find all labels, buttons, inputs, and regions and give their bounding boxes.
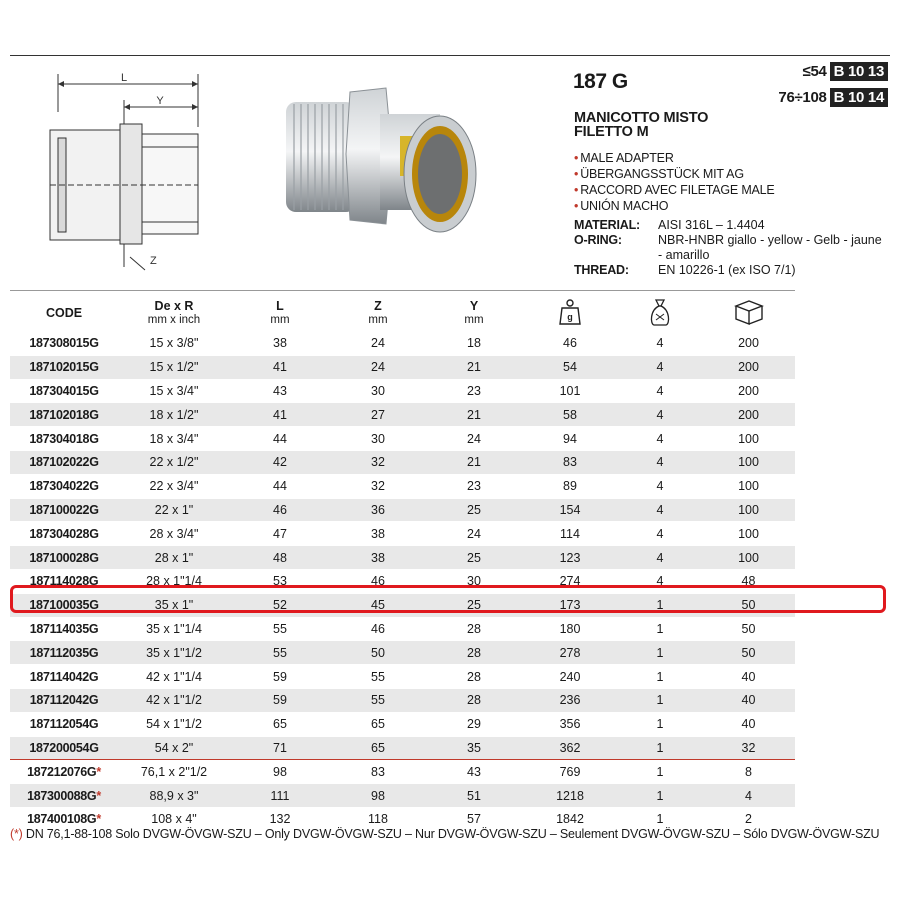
cell-box: 100 bbox=[702, 450, 795, 474]
translations-list bbox=[574, 150, 775, 214]
cell-box: 200 bbox=[702, 332, 795, 355]
cell-g: 173 bbox=[522, 593, 618, 617]
cell-code bbox=[10, 522, 118, 546]
box-icon bbox=[734, 299, 764, 325]
cell-l: 55 bbox=[230, 641, 330, 665]
cell-size: 18 x 3/4" bbox=[118, 427, 230, 451]
cell-y: 30 bbox=[426, 569, 522, 593]
code-text: 187112042G bbox=[29, 693, 99, 708]
footnote-star: * bbox=[96, 788, 101, 803]
cell-g: 94 bbox=[522, 427, 618, 451]
cell-code bbox=[10, 736, 118, 760]
cell-y: 23 bbox=[426, 474, 522, 498]
cell-z: 46 bbox=[330, 617, 426, 641]
cell-size: 42 x 1"1/2 bbox=[118, 688, 230, 712]
cell-z: 50 bbox=[330, 641, 426, 665]
cell-g: 154 bbox=[522, 498, 618, 522]
cell-y: 29 bbox=[426, 712, 522, 736]
specifications bbox=[574, 218, 888, 278]
code-text: 187112054G bbox=[29, 717, 99, 732]
table-row bbox=[10, 450, 795, 474]
cell-l: 55 bbox=[230, 617, 330, 641]
cell-y: 57 bbox=[426, 807, 522, 831]
cell-g: 46 bbox=[522, 332, 618, 355]
spec-value: AISI 316L – 1.4404 bbox=[658, 218, 765, 232]
product-photo bbox=[268, 74, 478, 254]
cell-z: 32 bbox=[330, 450, 426, 474]
cell-bag: 1 bbox=[618, 641, 702, 665]
cell-size: 54 x 1"1/2 bbox=[118, 712, 230, 736]
cell-y: 25 bbox=[426, 498, 522, 522]
cell-code bbox=[10, 427, 118, 451]
cell-l: 44 bbox=[230, 474, 330, 498]
code-text: 187102015G bbox=[29, 360, 99, 375]
cell-bag: 4 bbox=[618, 379, 702, 403]
cell-size: 28 x 3/4" bbox=[118, 522, 230, 546]
cell-z: 55 bbox=[330, 688, 426, 712]
cell-bag: 4 bbox=[618, 546, 702, 570]
cell-l: 48 bbox=[230, 546, 330, 570]
translation-fr: • RACCORD AVEC FILETAGE MALE bbox=[574, 182, 775, 198]
code-text: 187114028G bbox=[29, 574, 99, 589]
cell-y: 28 bbox=[426, 688, 522, 712]
cell-size: 22 x 1/2" bbox=[118, 450, 230, 474]
cell-box: 32 bbox=[702, 736, 795, 760]
cell-l: 52 bbox=[230, 593, 330, 617]
cell-l: 42 bbox=[230, 450, 330, 474]
cell-box: 40 bbox=[702, 712, 795, 736]
cell-bag: 4 bbox=[618, 522, 702, 546]
weight-g-icon bbox=[559, 299, 581, 325]
cell-code bbox=[10, 688, 118, 712]
cell-z: 45 bbox=[330, 593, 426, 617]
table-row bbox=[10, 403, 795, 427]
col-l-label: L bbox=[276, 298, 284, 313]
spec-label: THREAD: bbox=[574, 263, 629, 277]
cell-g: 1842 bbox=[522, 807, 618, 831]
cell-g: 362 bbox=[522, 736, 618, 760]
cell-g: 180 bbox=[522, 617, 618, 641]
cell-bag: 1 bbox=[618, 807, 702, 831]
cell-g: 274 bbox=[522, 569, 618, 593]
standard-range: ≤54 bbox=[802, 63, 827, 80]
label-Z: Z bbox=[150, 255, 157, 267]
cell-z: 24 bbox=[330, 355, 426, 379]
cell-size: 28 x 1"1/4 bbox=[118, 569, 230, 593]
cell-code bbox=[10, 474, 118, 498]
table-row bbox=[10, 784, 795, 808]
cell-z: 30 bbox=[330, 427, 426, 451]
product-table bbox=[10, 294, 795, 832]
cell-z: 55 bbox=[330, 665, 426, 689]
cell-z: 27 bbox=[330, 403, 426, 427]
table-row bbox=[10, 665, 795, 689]
table-row bbox=[10, 522, 795, 546]
col-y-unit: mm bbox=[464, 313, 484, 326]
cell-bag: 1 bbox=[618, 712, 702, 736]
cell-code bbox=[10, 784, 118, 808]
cell-box: 100 bbox=[702, 522, 795, 546]
cell-box: 100 bbox=[702, 474, 795, 498]
code-text: 187300088G bbox=[27, 788, 97, 803]
cell-l: 53 bbox=[230, 569, 330, 593]
footnote-star: * bbox=[96, 812, 101, 827]
code-text: 187102022G bbox=[29, 455, 99, 470]
cell-g: 769 bbox=[522, 760, 618, 784]
code-text: 187212076G bbox=[27, 764, 97, 779]
cell-y: 35 bbox=[426, 736, 522, 760]
cell-bag: 1 bbox=[618, 760, 702, 784]
table-row bbox=[10, 474, 795, 498]
cell-y: 24 bbox=[426, 427, 522, 451]
cell-z: 32 bbox=[330, 474, 426, 498]
cell-bag: 4 bbox=[618, 355, 702, 379]
cell-bag: 4 bbox=[618, 474, 702, 498]
footnote-marker: (*) bbox=[10, 827, 23, 841]
cell-g: 356 bbox=[522, 712, 618, 736]
cell-g: 101 bbox=[522, 379, 618, 403]
cell-y: 51 bbox=[426, 784, 522, 808]
cell-l: 111 bbox=[230, 784, 330, 808]
cell-box: 48 bbox=[702, 569, 795, 593]
cell-size: 15 x 3/8" bbox=[118, 332, 230, 355]
spec-label: MATERIAL: bbox=[574, 218, 641, 232]
spec-value: EN 10226-1 (ex ISO 7/1) bbox=[658, 263, 796, 277]
cell-l: 98 bbox=[230, 760, 330, 784]
standard-badge-1 bbox=[803, 62, 888, 81]
cell-box: 100 bbox=[702, 498, 795, 522]
cell-l: 71 bbox=[230, 736, 330, 760]
standard-range: 76÷108 bbox=[778, 89, 827, 106]
col-bag bbox=[618, 294, 702, 332]
cell-z: 30 bbox=[330, 379, 426, 403]
cell-g: 54 bbox=[522, 355, 618, 379]
cell-y: 25 bbox=[426, 593, 522, 617]
code-text: 187200054G bbox=[29, 740, 99, 755]
spec-label: O-RING: bbox=[574, 233, 622, 247]
cell-size: 15 x 3/4" bbox=[118, 379, 230, 403]
cell-code bbox=[10, 355, 118, 379]
product-name-line1: MANICOTTO MISTO bbox=[574, 110, 709, 126]
cell-g: 240 bbox=[522, 665, 618, 689]
cell-size: 28 x 1" bbox=[118, 546, 230, 570]
cell-box: 100 bbox=[702, 546, 795, 570]
cell-l: 132 bbox=[230, 807, 330, 831]
col-size-label: De x R bbox=[154, 298, 194, 313]
cell-box: 200 bbox=[702, 379, 795, 403]
table-row bbox=[10, 355, 795, 379]
col-l bbox=[230, 294, 330, 332]
cell-code bbox=[10, 760, 118, 784]
col-y bbox=[426, 294, 522, 332]
cell-y: 21 bbox=[426, 403, 522, 427]
cell-bag: 1 bbox=[618, 784, 702, 808]
cell-g: 114 bbox=[522, 522, 618, 546]
table-body bbox=[10, 332, 795, 831]
cell-y: 21 bbox=[426, 450, 522, 474]
header-rule bbox=[10, 290, 795, 291]
table-row bbox=[10, 641, 795, 665]
cell-z: 38 bbox=[330, 522, 426, 546]
cell-size: 54 x 2" bbox=[118, 736, 230, 760]
table-row bbox=[10, 427, 795, 451]
cell-bag: 1 bbox=[618, 688, 702, 712]
cell-z: 24 bbox=[330, 332, 426, 355]
label-Y: Y bbox=[156, 95, 164, 107]
spec-value: NBR-HNBR giallo - yellow - Gelb - jaune - amarillo bbox=[658, 233, 882, 262]
cell-z: 65 bbox=[330, 736, 426, 760]
cell-box: 200 bbox=[702, 355, 795, 379]
translation-es: • UNIÓN MACHO bbox=[574, 198, 775, 214]
cell-code bbox=[10, 712, 118, 736]
table-row bbox=[10, 332, 795, 355]
cell-g: 1218 bbox=[522, 784, 618, 808]
col-l-unit: mm bbox=[270, 313, 290, 326]
cell-z: 118 bbox=[330, 807, 426, 831]
cell-y: 23 bbox=[426, 379, 522, 403]
spec-material bbox=[574, 218, 888, 233]
cell-z: 65 bbox=[330, 712, 426, 736]
cell-box: 4 bbox=[702, 784, 795, 808]
cell-g: 83 bbox=[522, 450, 618, 474]
cell-l: 43 bbox=[230, 379, 330, 403]
code-text: 187114035G bbox=[29, 621, 99, 636]
table-header-row bbox=[10, 294, 795, 332]
col-weight bbox=[522, 294, 618, 332]
cell-size: 88,9 x 3" bbox=[118, 784, 230, 808]
cell-size: 108 x 4" bbox=[118, 807, 230, 831]
table-row bbox=[10, 546, 795, 570]
cell-y: 28 bbox=[426, 665, 522, 689]
cell-y: 24 bbox=[426, 522, 522, 546]
product-code-title: 187 G bbox=[573, 70, 628, 93]
col-z bbox=[330, 294, 426, 332]
cell-box: 8 bbox=[702, 760, 795, 784]
cell-size: 35 x 1" bbox=[118, 593, 230, 617]
code-text: 187112035G bbox=[29, 645, 99, 660]
cell-box: 2 bbox=[702, 807, 795, 831]
cell-bag: 4 bbox=[618, 450, 702, 474]
cell-code bbox=[10, 379, 118, 403]
cell-bag: 1 bbox=[618, 617, 702, 641]
cell-y: 21 bbox=[426, 355, 522, 379]
cell-size: 76,1 x 2"1/2 bbox=[118, 760, 230, 784]
cell-l: 59 bbox=[230, 665, 330, 689]
cell-code bbox=[10, 450, 118, 474]
code-text: 187100028G bbox=[29, 550, 99, 565]
cell-bag: 4 bbox=[618, 332, 702, 355]
cell-g: 278 bbox=[522, 641, 618, 665]
code-text: 187100022G bbox=[29, 502, 99, 517]
top-rule bbox=[10, 55, 890, 56]
cell-size: 35 x 1"1/2 bbox=[118, 641, 230, 665]
cell-z: 83 bbox=[330, 760, 426, 784]
cell-z: 36 bbox=[330, 498, 426, 522]
cell-y: 28 bbox=[426, 617, 522, 641]
cell-bag: 1 bbox=[618, 593, 702, 617]
code-text: 187100035G bbox=[29, 598, 99, 613]
cell-l: 47 bbox=[230, 522, 330, 546]
cell-code bbox=[10, 665, 118, 689]
cell-code bbox=[10, 546, 118, 570]
col-size bbox=[118, 294, 230, 332]
cell-l: 41 bbox=[230, 403, 330, 427]
cell-box: 200 bbox=[702, 403, 795, 427]
highlight-box bbox=[10, 585, 886, 613]
cell-box: 40 bbox=[702, 665, 795, 689]
code-text: 187308015G bbox=[29, 336, 99, 351]
cell-y: 18 bbox=[426, 332, 522, 355]
table-row bbox=[10, 498, 795, 522]
translation-en: • MALE ADAPTER bbox=[574, 150, 775, 166]
cell-bag: 1 bbox=[618, 736, 702, 760]
code-text: 187304015G bbox=[29, 383, 99, 398]
col-z-unit: mm bbox=[368, 313, 388, 326]
cell-g: 89 bbox=[522, 474, 618, 498]
cell-box: 50 bbox=[702, 617, 795, 641]
table-row bbox=[10, 617, 795, 641]
cell-z: 38 bbox=[330, 546, 426, 570]
cell-box: 50 bbox=[702, 641, 795, 665]
cell-box: 40 bbox=[702, 688, 795, 712]
bag-icon bbox=[648, 298, 672, 326]
col-z-label: Z bbox=[374, 298, 382, 313]
standard-code: B 10 13 bbox=[830, 62, 888, 81]
cell-size: 35 x 1"1/4 bbox=[118, 617, 230, 641]
col-code: CODE bbox=[45, 305, 83, 320]
cell-box: 50 bbox=[702, 593, 795, 617]
cell-y: 43 bbox=[426, 760, 522, 784]
spec-oring bbox=[574, 233, 888, 263]
cell-size: 42 x 1"1/4 bbox=[118, 665, 230, 689]
cell-bag: 4 bbox=[618, 498, 702, 522]
cell-g: 236 bbox=[522, 688, 618, 712]
cell-l: 65 bbox=[230, 712, 330, 736]
cell-l: 46 bbox=[230, 498, 330, 522]
cell-box: 100 bbox=[702, 427, 795, 451]
code-text: 187304028G bbox=[29, 526, 99, 541]
cell-code bbox=[10, 332, 118, 355]
cell-size: 22 x 3/4" bbox=[118, 474, 230, 498]
cell-l: 44 bbox=[230, 427, 330, 451]
cell-code bbox=[10, 403, 118, 427]
cell-size: 22 x 1" bbox=[118, 498, 230, 522]
cell-z: 46 bbox=[330, 569, 426, 593]
table-row bbox=[10, 712, 795, 736]
cell-y: 28 bbox=[426, 641, 522, 665]
cell-bag: 4 bbox=[618, 403, 702, 427]
cell-z: 98 bbox=[330, 784, 426, 808]
footnote-text: DN 76,1-88-108 Solo DVGW-ÖVGW-SZU – Only DVGW-ÖVGW-SZU – Nur DVGW-ÖVGW-SZU – Seulement DVGW-ÖVGW-SZU – Sólo DVGW-ÖVGW-SZU bbox=[25, 827, 880, 841]
footnote bbox=[10, 827, 879, 841]
col-size-unit: mm x inch bbox=[147, 313, 201, 326]
table-row bbox=[10, 736, 795, 760]
cell-bag: 4 bbox=[618, 427, 702, 451]
cell-bag: 4 bbox=[618, 569, 702, 593]
code-text: 187304018G bbox=[29, 431, 99, 446]
cell-g: 58 bbox=[522, 403, 618, 427]
spec-thread bbox=[574, 263, 888, 278]
cell-code bbox=[10, 617, 118, 641]
standard-code: B 10 14 bbox=[830, 88, 888, 107]
col-box bbox=[702, 294, 795, 332]
cell-code bbox=[10, 641, 118, 665]
cell-l: 59 bbox=[230, 688, 330, 712]
cell-l: 41 bbox=[230, 355, 330, 379]
translation-de: • ÜBERGANGSSTÜCK MIT AG bbox=[574, 166, 775, 182]
cell-size: 15 x 1/2" bbox=[118, 355, 230, 379]
code-text: 187400108G bbox=[27, 812, 97, 827]
table-row bbox=[10, 379, 795, 403]
table-row bbox=[10, 688, 795, 712]
cell-bag: 1 bbox=[618, 665, 702, 689]
technical-drawing bbox=[40, 72, 200, 272]
cell-l: 38 bbox=[230, 332, 330, 355]
label-L: L bbox=[120, 72, 128, 84]
table-row bbox=[10, 760, 795, 784]
cell-y: 25 bbox=[426, 546, 522, 570]
col-y-label: Y bbox=[469, 298, 479, 313]
product-name-line2: FILETTO M bbox=[574, 124, 649, 140]
standard-badge-2 bbox=[778, 88, 888, 107]
product-name bbox=[574, 111, 708, 139]
footnote-star: * bbox=[96, 764, 101, 779]
cell-code bbox=[10, 498, 118, 522]
cell-size: 18 x 1/2" bbox=[118, 403, 230, 427]
cell-g: 123 bbox=[522, 546, 618, 570]
code-text: 187114042G bbox=[29, 669, 99, 684]
code-text: 187304022G bbox=[29, 479, 99, 494]
svg-text:g: g bbox=[567, 311, 573, 322]
code-text: 187102018G bbox=[29, 407, 99, 422]
